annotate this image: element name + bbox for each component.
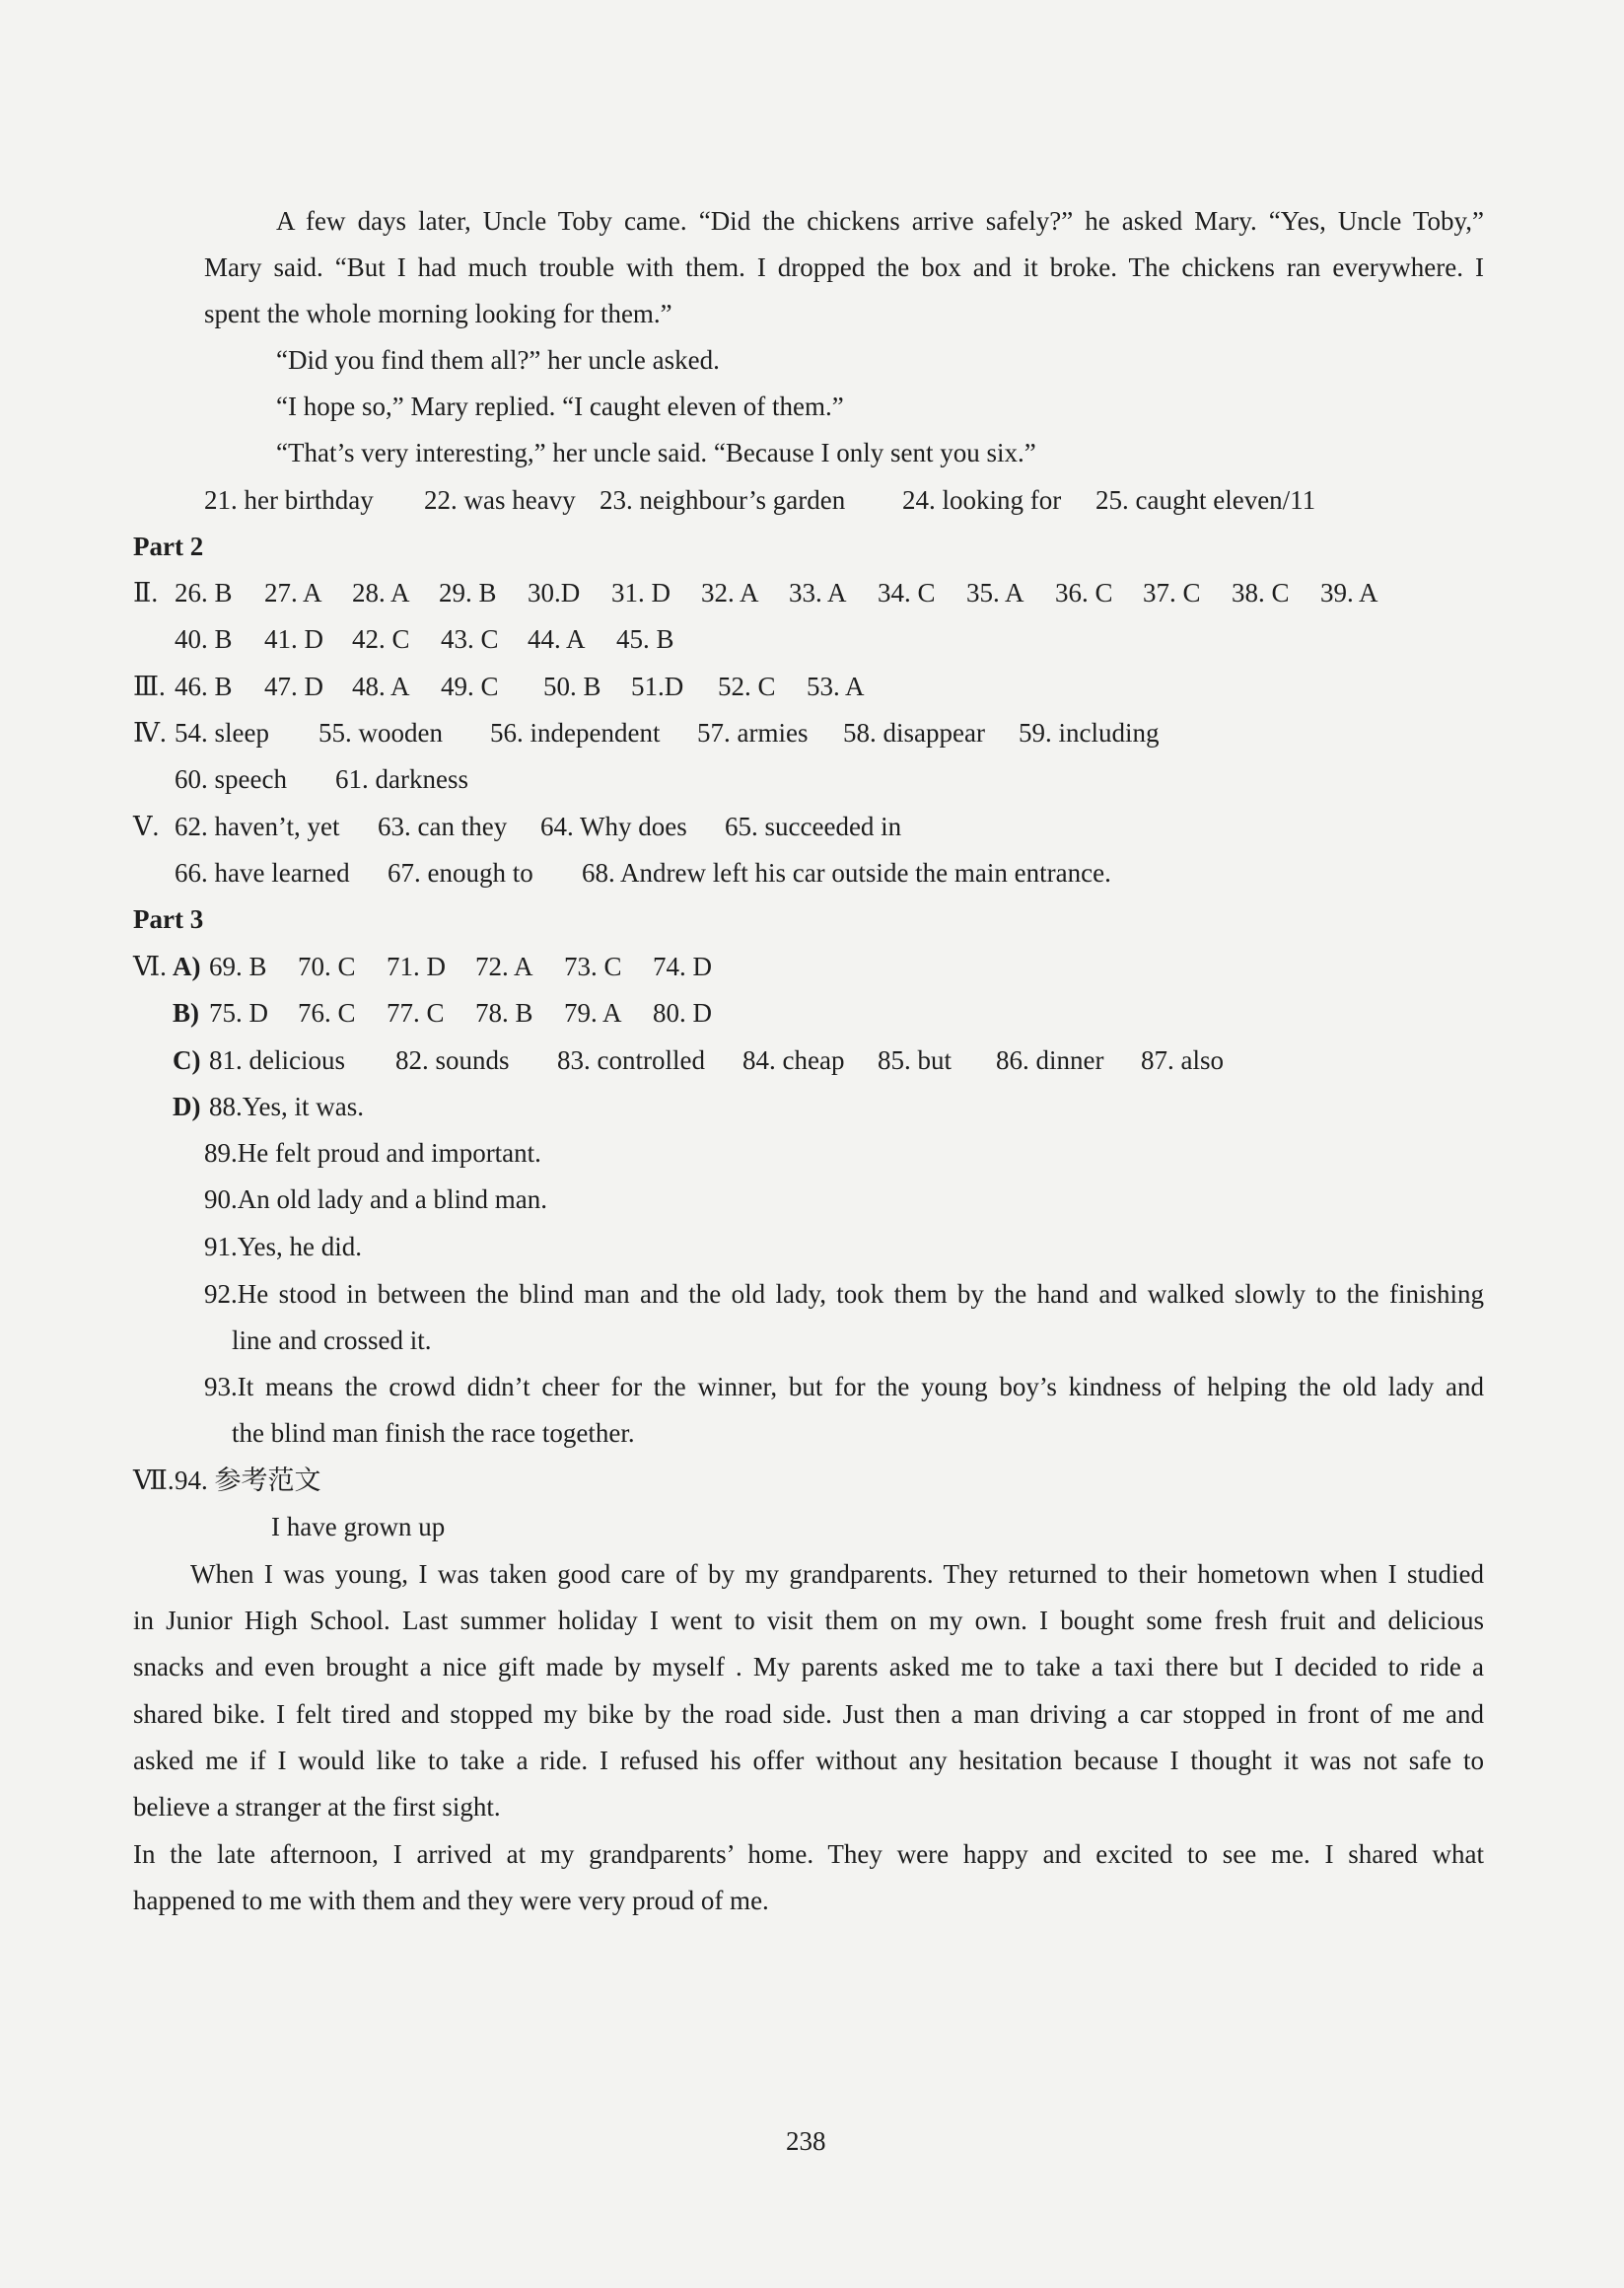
answer-72: 72. A	[475, 952, 533, 981]
answer-51: 51.D	[631, 672, 684, 701]
answer-56: 56. independent	[490, 718, 661, 748]
answer-31: 31. D	[611, 578, 671, 608]
answer-36: 36. C	[1055, 578, 1113, 608]
answer-23: 23. neighbour’s garden	[600, 485, 846, 515]
essay-p1-line-6: believe a stranger at the first sight.	[133, 1792, 501, 1822]
answer-32: 32. A	[701, 578, 759, 608]
answer-43: 43. C	[441, 624, 499, 654]
answer-81: 81. delicious	[209, 1045, 345, 1075]
answer-79: 79. A	[564, 998, 622, 1028]
answer-28: 28. A	[352, 578, 410, 608]
story-line-6: “That’s very interesting,” her uncle said. “Because I only sent you six.”	[276, 438, 1036, 467]
answer-76: 76. C	[298, 998, 356, 1028]
sec4-numeral: Ⅳ.	[133, 718, 167, 748]
answer-67: 67. enough to	[388, 858, 533, 888]
answer-80: 80. D	[653, 998, 712, 1028]
story-line-3: spent the whole morning looking for them.”	[204, 299, 672, 328]
answer-59: 59. including	[1019, 718, 1160, 748]
answer-57: 57. armies	[697, 718, 809, 748]
answer-46: 46. B	[175, 672, 233, 701]
answer-75: 75. D	[209, 998, 268, 1028]
answer-47: 47. D	[264, 672, 323, 701]
sec5-numeral: Ⅴ.	[133, 812, 160, 841]
essay-p1-line-1: When I was young, I was taken good care of by my grandparents. They returned to their hometown when I studied	[190, 1559, 1484, 1589]
answer-86: 86. dinner	[996, 1045, 1104, 1075]
sec6-c-label: C)	[173, 1045, 201, 1075]
answer-77: 77. C	[387, 998, 445, 1028]
answer-58: 58. disappear	[843, 718, 985, 748]
answer-21: 21. her birthday	[204, 485, 374, 515]
answer-70: 70. C	[298, 952, 356, 981]
answer-90: 90.An old lady and a blind man.	[204, 1184, 547, 1214]
essay-p1-line-5: asked me if I would like to take a ride. I refused his offer without any hesitation because I thought it was not safe to	[133, 1746, 1484, 1775]
answer-89: 89.He felt proud and important.	[204, 1138, 541, 1168]
answer-45: 45. B	[616, 624, 674, 654]
essay-p1-line-2: in Junior High School. Last summer holiday I went to visit them on my own. I bought some fresh fruit and delicious	[133, 1606, 1484, 1635]
answer-34: 34. C	[878, 578, 936, 608]
sec6-a-label: A)	[173, 952, 201, 981]
answer-60: 60. speech	[175, 764, 287, 794]
sec6-d-label: D)	[173, 1092, 201, 1121]
sec6-b-label: B)	[173, 998, 199, 1028]
answer-78: 78. B	[475, 998, 533, 1028]
answer-50: 50. B	[543, 672, 601, 701]
sec7-label: 94. 参考范文	[175, 1466, 321, 1495]
answer-83: 83. controlled	[557, 1045, 705, 1075]
answer-61: 61. darkness	[335, 764, 468, 794]
answer-87: 87. also	[1141, 1045, 1224, 1075]
answer-44: 44. A	[528, 624, 586, 654]
essay-p1-line-3: snacks and even brought a nice gift made by myself . My parents asked me to take a taxi there but I decided to ride a	[133, 1652, 1484, 1681]
answer-49: 49. C	[441, 672, 499, 701]
answer-41: 41. D	[264, 624, 323, 654]
answer-25: 25. caught eleven/11	[1095, 485, 1316, 515]
answer-68: 68. Andrew left his car outside the main entrance.	[582, 858, 1111, 888]
answer-84: 84. cheap	[742, 1045, 845, 1075]
essay-p2-line-1: In the late afternoon, I arrived at my grandparents’ home. They were happy and excited to see me. I shared what	[133, 1839, 1484, 1869]
answer-64: 64. Why does	[540, 812, 687, 841]
answer-69: 69. B	[209, 952, 267, 981]
answer-29: 29. B	[439, 578, 497, 608]
sec6-numeral: Ⅵ.	[133, 952, 167, 981]
answer-24: 24. looking for	[902, 485, 1062, 515]
answer-54: 54. sleep	[175, 718, 269, 748]
answer-91: 91.Yes, he did.	[204, 1232, 363, 1261]
answer-92-line-2: line and crossed it.	[232, 1325, 432, 1355]
essay-title: I have grown up	[271, 1512, 446, 1541]
part2-heading: Part 2	[133, 532, 204, 561]
answer-38: 38. C	[1232, 578, 1290, 608]
answer-66: 66. have learned	[175, 858, 350, 888]
answer-53: 53. A	[807, 672, 865, 701]
essay-p1-line-4: shared bike. I felt tired and stopped my bike by the road side. Just then a man driving a car stopped in front of me and	[133, 1699, 1484, 1729]
answer-73: 73. C	[564, 952, 622, 981]
sec2-numeral: Ⅱ.	[133, 578, 159, 608]
answer-52: 52. C	[718, 672, 776, 701]
answer-85: 85. but	[878, 1045, 953, 1075]
answer-55: 55. wooden	[318, 718, 443, 748]
answer-22: 22. was heavy	[424, 485, 576, 515]
sec7-numeral: Ⅶ.	[133, 1466, 175, 1495]
essay-p2-line-2: happened to me with them and they were very proud of me.	[133, 1886, 769, 1915]
answer-30: 30.D	[528, 578, 581, 608]
answer-74: 74. D	[653, 952, 712, 981]
answer-63: 63. can they	[378, 812, 508, 841]
answer-48: 48. A	[352, 672, 410, 701]
page-number: 238	[786, 2126, 826, 2156]
sec3-numeral: Ⅲ.	[133, 672, 166, 701]
answer-35: 35. A	[966, 578, 1024, 608]
answer-39: 39. A	[1320, 578, 1378, 608]
answer-93-line-1: 93.It means the crowd didn’t cheer for the winner, but for the young boy’s kindness of helping the old lady and	[204, 1372, 1484, 1401]
answer-42: 42. C	[352, 624, 410, 654]
part3-heading: Part 3	[133, 904, 204, 934]
answer-88: 88.Yes, it was.	[209, 1092, 365, 1121]
answer-71: 71. D	[387, 952, 446, 981]
story-line-5: “I hope so,” Mary replied. “I caught eleven of them.”	[276, 392, 844, 421]
answer-93-line-2: the blind man finish the race together.	[232, 1418, 635, 1448]
answer-26: 26. B	[175, 578, 233, 608]
answer-40: 40. B	[175, 624, 233, 654]
answer-37: 37. C	[1143, 578, 1201, 608]
story-line-4: “Did you find them all?” her uncle asked.	[276, 345, 720, 375]
answer-82: 82. sounds	[395, 1045, 510, 1075]
answer-27: 27. A	[264, 578, 322, 608]
answer-65: 65. succeeded in	[725, 812, 902, 841]
story-line-1: A few days later, Uncle Toby came. “Did the chickens arrive safely?” he asked Mary. “Yes, Uncle Toby,”	[276, 206, 1484, 236]
answer-92-line-1: 92.He stood in between the blind man and the old lady, took them by the hand and walked slowly to the finishing	[204, 1279, 1484, 1309]
story-line-2: Mary said. “But I had much trouble with them. I dropped the box and it broke. The chickens ran everywhere. I	[204, 252, 1484, 282]
answer-33: 33. A	[789, 578, 847, 608]
answer-62: 62. haven’t, yet	[175, 812, 340, 841]
